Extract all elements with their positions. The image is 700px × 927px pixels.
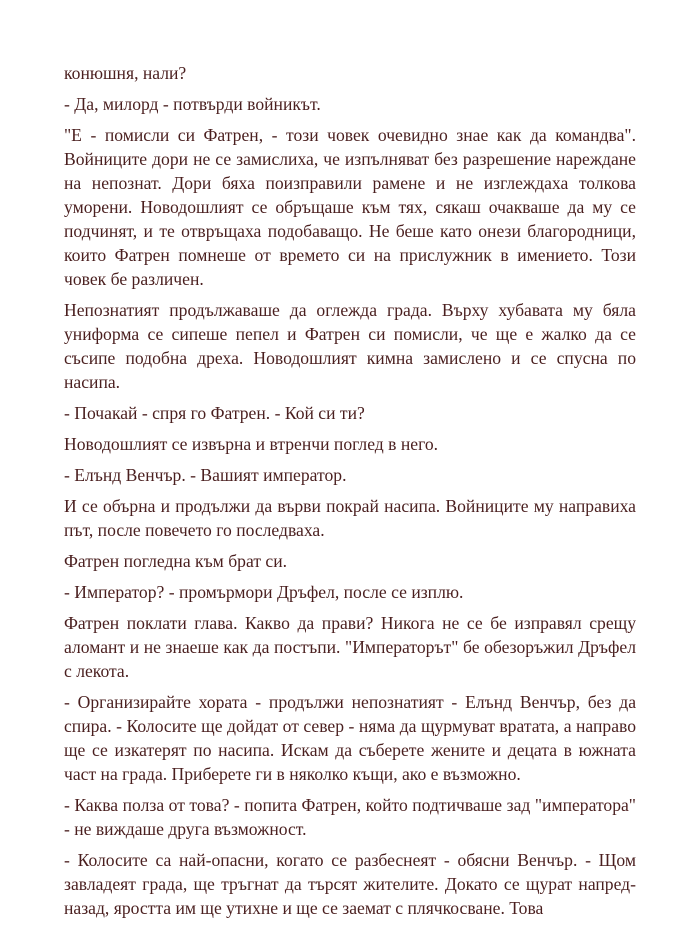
paragraph-4: Непознатият продължаваше да оглежда града. Върху хубавата му бяла униформа се сипеше пепел и Фатрен си помисли, че ще е жалко да се съсипе подобна дреха. Новодошлият кимна замислено и се спусна по насипа. — [64, 300, 636, 392]
paragraph-3: "Е - помисли си Фатрен, - този човек очевидно знае как да командва". Войниците дори не се замислиха, че изпълняват без разрешение нареждане на непознат. Дори бяха поизправили рамене и не изглеждаха толкова уморени. Новодошлият се обръщаше към тях, сякаш очакваше да му се подчинят, и те отвръщаха подобаващо. Не беше като онези благородници, които Фатрен помнеше от времето си на прислужник в имението. Този човек бе различен. — [64, 125, 636, 289]
body-text — [64, 61, 636, 927]
paragraph-11: Фатрен поклати глава. Какво да прави? Никога не се бе изправял срещу аломант и не знаеше как да постъпи. "Императорът" бе обезоръжил Дръфел с лекота. — [64, 613, 636, 681]
paragraph-7: - Елънд Венчър. - Вашият император. — [64, 465, 347, 485]
paragraph-5: - Почакай - спря го Фатрен. - Кой си ти? — [64, 403, 365, 423]
paragraph-13: - Каква полза от това? - попита Фатрен, който подтичваше зад "императора" - не виждаше друга възможност. — [64, 795, 636, 839]
paragraph-8: И се обърна и продължи да върви покрай насипа. Войниците му направиха път, после повечето го последваха. — [64, 496, 636, 540]
paragraph-9: Фатрен погледна към брат си. — [64, 551, 288, 571]
paragraph-14: - Колосите са най-опасни, когато се разбеснеят - обясни Венчър. - Щом завладеят града, ще тръгнат да търсят жителите. Докато се щурат напред-назад, яростта им ще утихне и ще се заемат с плячкосване. Това — [64, 850, 636, 918]
paragraph-10: - Император? - промърмори Дръфел, после се изплю. — [64, 582, 464, 602]
paragraph-6: Новодошлият се извърна и втренчи поглед в него. — [64, 434, 439, 454]
paragraph-2: - Да, милорд - потвърди войникът. — [64, 94, 321, 114]
paragraph-12: - Организирайте хората - продължи непознатият - Елънд Венчър, без да спира. - Колосите ще дойдат от север - няма да щурмуват вратата, а направо ще се изкатерят по насипа. Искам да съберете жените и децата в южната част на града. Приберете ги в няколко къщи, ако е възможно. — [64, 692, 636, 784]
paragraph-1: конюшня, нали? — [64, 63, 187, 83]
